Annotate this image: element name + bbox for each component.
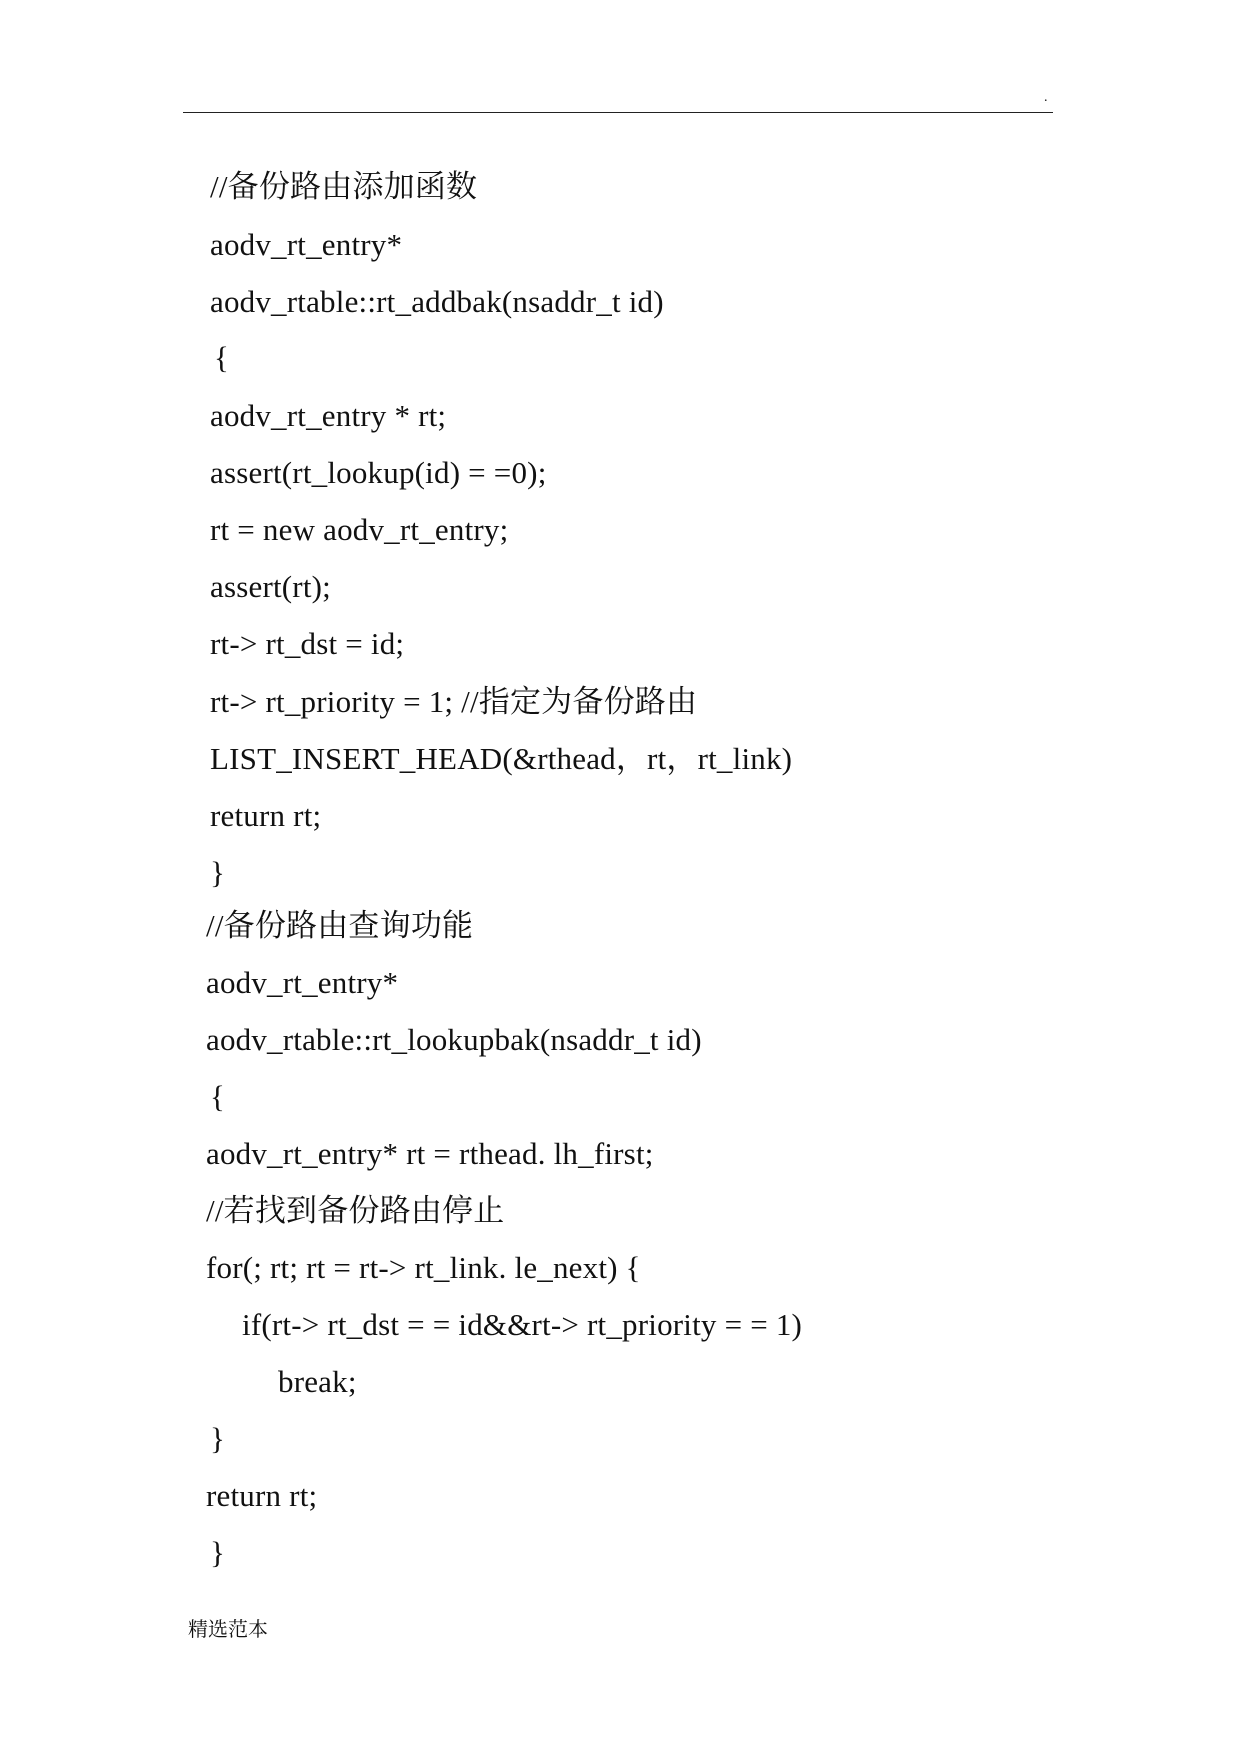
code-line: aodv_rt_entry* (206, 965, 399, 1000)
footer-label: 精选范本 (188, 1619, 268, 1641)
code-line: } (210, 1421, 226, 1456)
code-line: rt-> rt_dst = id; (210, 626, 405, 661)
code-line: rt = new aodv_rt_entry; (210, 512, 509, 547)
code-line: return rt; (206, 1478, 318, 1513)
header-mark: . (1044, 90, 1048, 105)
code-line: return rt; (210, 798, 322, 833)
code-line: break; (278, 1364, 357, 1399)
code-line: } (210, 855, 226, 890)
header-rule (183, 112, 1053, 113)
code-line: assert(rt); (210, 569, 331, 604)
code-line: aodv_rt_entry * rt; (210, 398, 447, 433)
code-line: { (210, 1079, 226, 1114)
code-line: rt-> rt_priority = 1; //指定为备份路由 (210, 684, 698, 719)
code-line: for(; rt; rt = rt-> rt_link. le_next) { (206, 1250, 641, 1285)
code-line: LIST_INSERT_HEAD(&rthead，rt，rt_link) (210, 741, 793, 776)
code-line: aodv_rtable::rt_addbak(nsaddr_t id) (210, 284, 664, 319)
code-line: aodv_rtable::rt_lookupbak(nsaddr_t id) (206, 1022, 702, 1057)
code-line: if(rt-> rt_dst = = id&&rt-> rt_priority = = 1) (242, 1307, 803, 1342)
code-line: //备份路由添加函数 (210, 169, 478, 204)
code-line: assert(rt_lookup(id) = =0); (210, 455, 547, 490)
code-line: aodv_rt_entry* (210, 227, 403, 262)
code-line: //备份路由查询功能 (206, 908, 474, 943)
code-line: aodv_rt_entry* rt = rthead. lh_first; (206, 1136, 654, 1171)
code-line: //若找到备份路由停止 (206, 1193, 505, 1228)
code-line: { (214, 340, 230, 375)
code-line: } (210, 1535, 226, 1570)
